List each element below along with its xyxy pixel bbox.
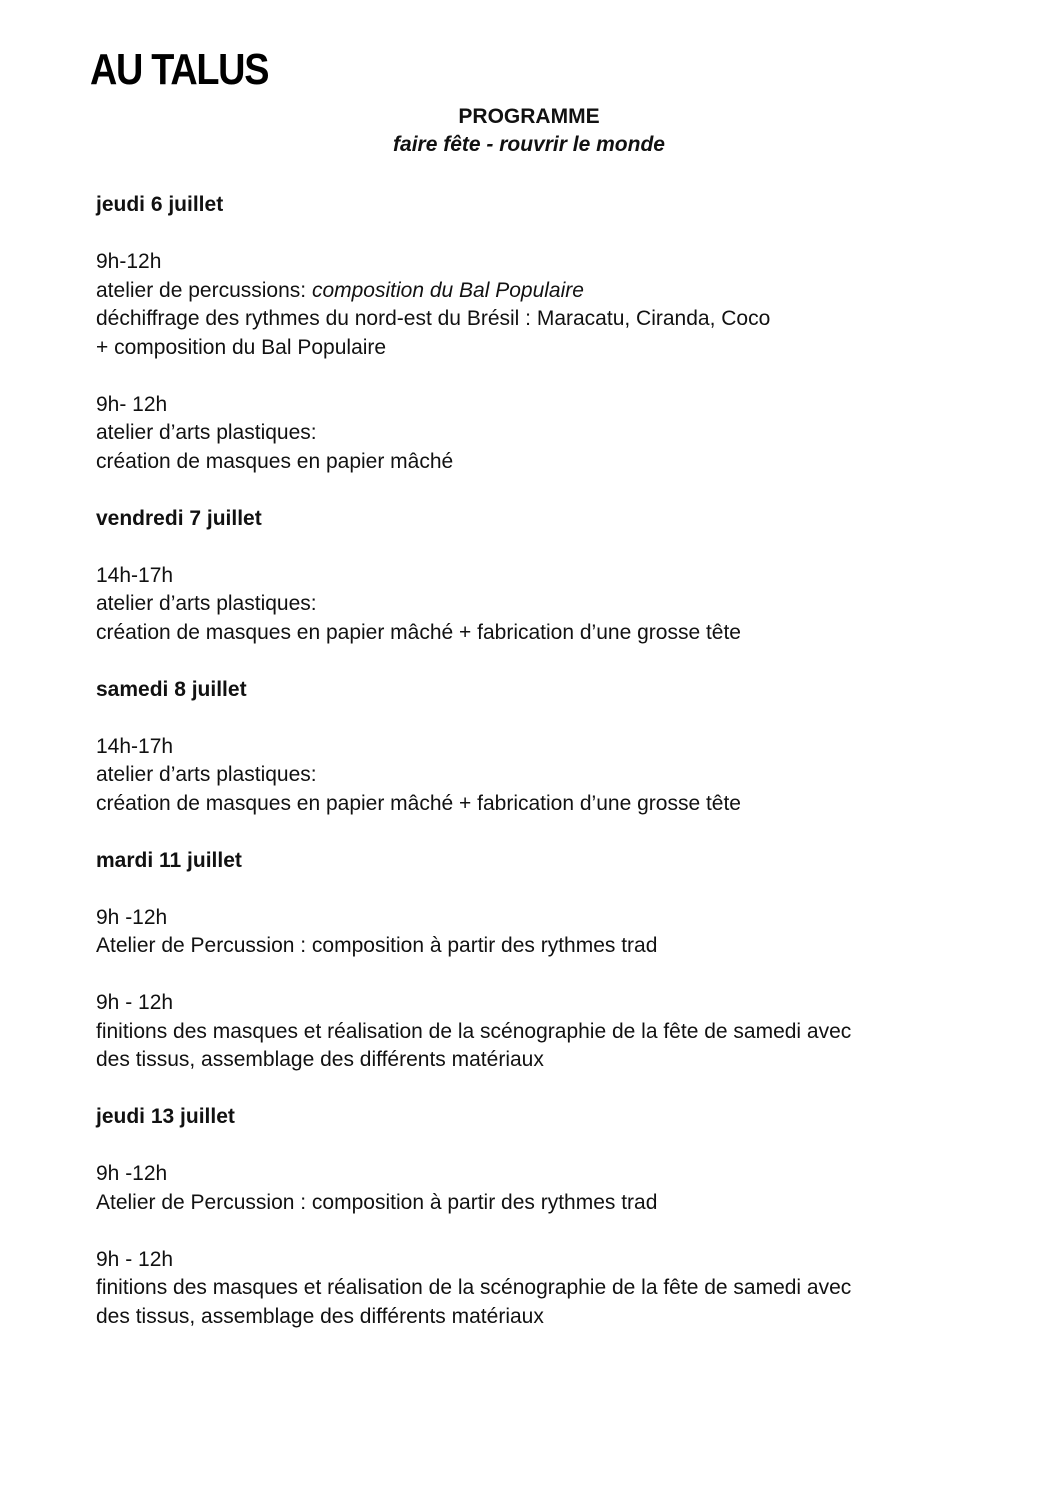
event-entry — [96, 562, 996, 648]
event-entry — [96, 989, 996, 1075]
event-time: 9h -12h — [96, 1162, 168, 1185]
day-title: vendredi 7 juillet — [96, 506, 262, 530]
event-time: 9h-12h — [96, 250, 162, 273]
day-section — [96, 505, 996, 648]
event-title-italic: composition du Bal Populaire — [311, 278, 584, 302]
day-section — [96, 847, 996, 1075]
event-time: 9h - 12h — [96, 991, 174, 1014]
day-title: mardi 11 juillet — [96, 848, 242, 872]
day-title: samedi 8 juillet — [96, 677, 247, 701]
event-entry — [96, 391, 996, 477]
event-title-text: finitions des masques et réalisation de la scénographie de la fête de samedi avec — [96, 1019, 852, 1043]
programme-schedule — [96, 191, 996, 1360]
event-title-text: atelier d’arts plastiques: — [96, 421, 317, 444]
event-description-line: création de masques en papier mâché + fabrication d’une grosse tête — [96, 620, 741, 644]
day-title: jeudi 13 juillet — [96, 1105, 235, 1128]
day-section — [96, 1103, 996, 1331]
event-title — [96, 1274, 996, 1303]
event-entry — [96, 1160, 996, 1217]
logo: AU TALUS — [90, 45, 269, 94]
event-time: 9h -12h — [96, 905, 168, 929]
event-description-line: déchiffrage des rythmes du nord-est du Brésil : Maracatu, Ciranda, Coco — [96, 307, 771, 330]
event-title — [96, 277, 996, 306]
event-title — [96, 419, 996, 448]
event-time: 9h - 12h — [96, 1247, 174, 1271]
event-entry — [96, 904, 996, 961]
event-time: 14h-17h — [96, 563, 174, 587]
event-time: 14h-17h — [96, 734, 174, 758]
event-title — [96, 590, 996, 619]
day-title: jeudi 6 juillet — [96, 193, 224, 216]
event-time: 9h- 12h — [96, 392, 168, 416]
event-title-text: atelier d’arts plastiques: — [96, 763, 317, 786]
programme-title: PROGRAMME — [458, 105, 600, 128]
event-entry — [96, 1246, 996, 1332]
event-title-text: finitions des masques et réalisation de la scénographie de la fête de samedi avec — [96, 1276, 852, 1299]
event-description-line: + composition du Bal Populaire — [96, 335, 387, 359]
event-title — [96, 1018, 996, 1047]
programme-heading — [0, 103, 1058, 159]
event-title — [96, 1189, 996, 1218]
day-section — [96, 676, 996, 819]
event-description-line: des tissus, assemblage des différents matériaux — [96, 1304, 544, 1328]
event-title-text: Atelier de Percussion : composition à partir des rythmes trad — [96, 934, 658, 957]
event-description-line: création de masques en papier mâché — [96, 449, 454, 473]
event-description-line: des tissus, assemblage des différents matériaux — [96, 1048, 544, 1071]
event-entry — [96, 733, 996, 819]
event-title-text: atelier de percussions: — [96, 278, 312, 302]
day-section — [96, 191, 996, 476]
programme-subtitle: faire fête - rouvrir le monde — [393, 133, 665, 156]
event-title — [96, 932, 996, 961]
event-title — [96, 761, 996, 790]
event-description-line: création de masques en papier mâché + fabrication d’une grosse tête — [96, 791, 741, 815]
event-title-text: Atelier de Percussion : composition à partir des rythmes trad — [96, 1190, 658, 1214]
event-entry — [96, 248, 996, 362]
event-title-text: atelier d’arts plastiques: — [96, 592, 317, 615]
